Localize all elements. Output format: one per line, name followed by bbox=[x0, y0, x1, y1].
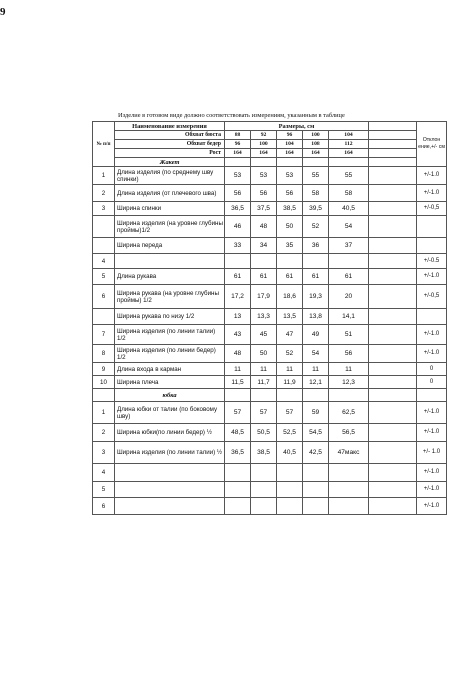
tolerance-value bbox=[417, 216, 447, 238]
measurement-value: 53 bbox=[277, 167, 303, 185]
blank-cell bbox=[369, 202, 417, 216]
measurement-value: 52,5 bbox=[277, 424, 303, 442]
size-measure-row bbox=[93, 131, 447, 140]
tolerance-value: +/-1.0 bbox=[417, 402, 447, 424]
size-value: 164 bbox=[329, 149, 369, 158]
tolerance-value: +/-1.0 bbox=[417, 482, 447, 498]
measurement-value: 13,5 bbox=[277, 309, 303, 325]
measurement-value bbox=[251, 482, 277, 498]
measurement-value bbox=[277, 464, 303, 482]
measurement-value bbox=[225, 498, 251, 515]
measurement-value: 11 bbox=[303, 363, 329, 376]
measurement-name: Длина изделия (от плечевого шва) bbox=[115, 185, 225, 202]
measurement-name: Ширина плеча bbox=[115, 376, 225, 389]
measurement-name: Длина рукава bbox=[115, 269, 225, 285]
measurement-value bbox=[251, 464, 277, 482]
measurement-name bbox=[115, 254, 225, 269]
measurement-value: 51 bbox=[329, 325, 369, 345]
measurements-table bbox=[92, 121, 447, 515]
measurement-value: 49 bbox=[303, 325, 329, 345]
blank-cell bbox=[369, 464, 417, 482]
blank-cell bbox=[369, 158, 417, 167]
measurement-value: 36,5 bbox=[225, 442, 251, 464]
blank-cell bbox=[329, 389, 369, 402]
table-row bbox=[93, 464, 447, 482]
blank-cell bbox=[369, 269, 417, 285]
blank-cell bbox=[251, 158, 277, 167]
measurement-value bbox=[303, 254, 329, 269]
tolerance-value: +/-1.0 bbox=[417, 498, 447, 515]
name-header: Наименование измерения bbox=[115, 122, 225, 131]
measurement-value: 34 bbox=[251, 238, 277, 254]
measurement-value: 54 bbox=[329, 216, 369, 238]
blank-cell bbox=[369, 185, 417, 202]
measurement-value bbox=[277, 482, 303, 498]
tolerance-value bbox=[417, 238, 447, 254]
table-row bbox=[93, 216, 447, 238]
measurement-name: Длина изделия (по среднему шву спинки) bbox=[115, 167, 225, 185]
tolerance-value: 0 bbox=[417, 363, 447, 376]
section-jacket-title: Жакет bbox=[115, 158, 225, 167]
size-value: 108 bbox=[303, 140, 329, 149]
measurement-value: 61 bbox=[303, 269, 329, 285]
row-number: 9 bbox=[93, 363, 115, 376]
measurement-value: 54 bbox=[303, 345, 329, 363]
tolerance-value: +/-1.0 bbox=[417, 424, 447, 442]
blank-cell bbox=[251, 389, 277, 402]
blank-cell bbox=[369, 325, 417, 345]
table-row bbox=[93, 269, 447, 285]
measurement-name bbox=[115, 464, 225, 482]
blank-cell bbox=[369, 216, 417, 238]
row-number: 1 bbox=[93, 402, 115, 424]
row-number: 3 bbox=[93, 202, 115, 216]
blank-cell bbox=[369, 402, 417, 424]
measurement-name: Ширина рукава по низу 1/2 bbox=[115, 309, 225, 325]
measurement-value: 54,5 bbox=[303, 424, 329, 442]
tolerance-value: +/-1.0 bbox=[417, 185, 447, 202]
table-row bbox=[93, 254, 447, 269]
row-number bbox=[93, 309, 115, 325]
header-row bbox=[93, 122, 447, 131]
size-value: 104 bbox=[329, 131, 369, 140]
measurement-value: 53 bbox=[251, 167, 277, 185]
measurement-value: 11 bbox=[329, 363, 369, 376]
measurement-value: 53 bbox=[225, 167, 251, 185]
measurement-value: 11 bbox=[225, 363, 251, 376]
table-row bbox=[93, 185, 447, 202]
measurement-value: 52 bbox=[303, 216, 329, 238]
row-number bbox=[93, 216, 115, 238]
measurement-value: 37,5 bbox=[251, 202, 277, 216]
measurement-value bbox=[329, 498, 369, 515]
tolerance-value: +/-1.0 bbox=[417, 167, 447, 185]
tolerance-value: +/- 1.0 bbox=[417, 442, 447, 464]
row-number: 6 bbox=[93, 498, 115, 515]
measurement-name: Ширина изделия (по линии бедер) 1/2 bbox=[115, 345, 225, 363]
measurement-value: 12,3 bbox=[329, 376, 369, 389]
blank-cell bbox=[303, 389, 329, 402]
row-number: 2 bbox=[93, 185, 115, 202]
size-value: 164 bbox=[251, 149, 277, 158]
table-caption: Изделие в готовом виде должно соответствовать измерениям, указанным в таблице bbox=[118, 112, 345, 119]
measurement-value: 39,5 bbox=[303, 202, 329, 216]
blank-cell bbox=[369, 238, 417, 254]
num-header: № п/п bbox=[93, 122, 115, 167]
size-measure-label: Обхват бюста bbox=[115, 131, 225, 140]
row-number: 10 bbox=[93, 376, 115, 389]
measurement-value: 11 bbox=[277, 363, 303, 376]
blank-cell bbox=[369, 442, 417, 464]
measurement-value: 62,5 bbox=[329, 402, 369, 424]
measurement-value: 50,5 bbox=[251, 424, 277, 442]
row-number: 4 bbox=[93, 254, 115, 269]
measurement-value: 58 bbox=[303, 185, 329, 202]
measurement-value bbox=[329, 254, 369, 269]
measurement-value: 50 bbox=[277, 216, 303, 238]
measurement-value: 40,5 bbox=[329, 202, 369, 216]
header-blank bbox=[369, 149, 417, 158]
measurement-value: 43 bbox=[225, 325, 251, 345]
measurement-value: 20 bbox=[329, 285, 369, 309]
size-value: 92 bbox=[251, 131, 277, 140]
measurement-name bbox=[115, 482, 225, 498]
size-measure-row bbox=[93, 149, 447, 158]
size-value: 100 bbox=[303, 131, 329, 140]
blank-cell bbox=[225, 389, 251, 402]
tolerance-value: +/-1.0 bbox=[417, 345, 447, 363]
measurement-name: Ширина переда bbox=[115, 238, 225, 254]
row-number: 5 bbox=[93, 269, 115, 285]
measurement-value: 56 bbox=[225, 185, 251, 202]
measurement-value bbox=[277, 498, 303, 515]
blank-cell bbox=[277, 389, 303, 402]
measurement-value: 55 bbox=[329, 167, 369, 185]
table-row bbox=[93, 442, 447, 464]
table-row bbox=[93, 309, 447, 325]
measurement-value: 48,5 bbox=[225, 424, 251, 442]
table-row bbox=[93, 345, 447, 363]
blank-cell bbox=[225, 158, 251, 167]
measurement-name bbox=[115, 498, 225, 515]
row-number: 7 bbox=[93, 325, 115, 345]
measurement-value: 56 bbox=[277, 185, 303, 202]
measurement-value bbox=[329, 482, 369, 498]
row-number: 6 bbox=[93, 285, 115, 309]
measurement-value: 17,9 bbox=[251, 285, 277, 309]
measurement-value: 56 bbox=[329, 345, 369, 363]
table-row bbox=[93, 325, 447, 345]
size-value: 164 bbox=[225, 149, 251, 158]
measurement-value: 14,1 bbox=[329, 309, 369, 325]
measurement-value bbox=[303, 482, 329, 498]
measurement-value: 57 bbox=[225, 402, 251, 424]
measurement-value bbox=[251, 498, 277, 515]
measurement-value: 19,3 bbox=[303, 285, 329, 309]
measurement-value: 17,2 bbox=[225, 285, 251, 309]
measurement-value bbox=[303, 498, 329, 515]
size-value: 100 bbox=[251, 140, 277, 149]
measurement-value: 55 bbox=[303, 167, 329, 185]
blank-cell bbox=[369, 482, 417, 498]
table-row bbox=[93, 238, 447, 254]
tolerance-value: +/-0,5 bbox=[417, 285, 447, 309]
tolerance-value: +/-0,5 bbox=[417, 202, 447, 216]
table-row bbox=[93, 424, 447, 442]
table-row bbox=[93, 482, 447, 498]
row-number: 5 bbox=[93, 482, 115, 498]
blank-cell bbox=[369, 363, 417, 376]
measurement-value: 48 bbox=[225, 345, 251, 363]
size-value: 164 bbox=[277, 149, 303, 158]
measurement-value: 33 bbox=[225, 238, 251, 254]
measurement-value bbox=[225, 254, 251, 269]
measurement-value: 35 bbox=[277, 238, 303, 254]
blank-cell bbox=[303, 158, 329, 167]
blank-cell bbox=[369, 498, 417, 515]
table-row bbox=[93, 363, 447, 376]
measurement-value: 61 bbox=[251, 269, 277, 285]
tolerance-value: +/-0.5 bbox=[417, 254, 447, 269]
size-value: 112 bbox=[329, 140, 369, 149]
page-number: 9 bbox=[0, 6, 6, 18]
table-row bbox=[93, 285, 447, 309]
row-number bbox=[93, 238, 115, 254]
row-number: 1 bbox=[93, 167, 115, 185]
measurement-value: 12,1 bbox=[303, 376, 329, 389]
measurement-value: 40,5 bbox=[277, 442, 303, 464]
measurement-value bbox=[303, 464, 329, 482]
measurement-value: 36 bbox=[303, 238, 329, 254]
measurement-value: 13,8 bbox=[303, 309, 329, 325]
measurement-value: 11,9 bbox=[277, 376, 303, 389]
blank-cell bbox=[369, 389, 417, 402]
table-row bbox=[93, 498, 447, 515]
measurement-value: 61 bbox=[329, 269, 369, 285]
measurement-value bbox=[225, 482, 251, 498]
measurement-value: 36,5 bbox=[225, 202, 251, 216]
measurement-value bbox=[251, 254, 277, 269]
blank-cell bbox=[369, 254, 417, 269]
size-value: 88 bbox=[225, 131, 251, 140]
row-number: 2 bbox=[93, 424, 115, 442]
measurement-value: 11,7 bbox=[251, 376, 277, 389]
measurement-value: 57 bbox=[277, 402, 303, 424]
row-number: 8 bbox=[93, 345, 115, 363]
measurement-name: Ширина рукава (на уровне глубины проймы) 1/2 bbox=[115, 285, 225, 309]
table-row bbox=[93, 376, 447, 389]
row-number: 4 bbox=[93, 464, 115, 482]
section-row bbox=[93, 158, 447, 167]
measurement-name: Длина входа в карман bbox=[115, 363, 225, 376]
measurement-value: 18,6 bbox=[277, 285, 303, 309]
tolerance-value: 0 bbox=[417, 376, 447, 389]
sizes-header: Размеры, см bbox=[225, 122, 369, 131]
measurement-value bbox=[225, 464, 251, 482]
tolerance-value: +/-1.0 bbox=[417, 464, 447, 482]
size-measure-row bbox=[93, 140, 447, 149]
section-row bbox=[93, 389, 447, 402]
table-row bbox=[93, 202, 447, 216]
measurement-value: 56 bbox=[251, 185, 277, 202]
measurement-value: 38,5 bbox=[277, 202, 303, 216]
measurement-value bbox=[329, 464, 369, 482]
measurement-value: 61 bbox=[225, 269, 251, 285]
size-value: 96 bbox=[277, 131, 303, 140]
blank-cell bbox=[277, 158, 303, 167]
measurement-value: 46 bbox=[225, 216, 251, 238]
measurement-value: 13,3 bbox=[251, 309, 277, 325]
measurement-name: Ширина изделия (по линии талии) 1/2 bbox=[115, 325, 225, 345]
tolerance-value bbox=[417, 309, 447, 325]
blank-cell bbox=[369, 285, 417, 309]
measurement-value: 48 bbox=[251, 216, 277, 238]
measurement-name: Ширина изделия (на уровне глубины проймы)1/2 bbox=[115, 216, 225, 238]
tolerance-value: +/-1.0 bbox=[417, 325, 447, 345]
blank-cell bbox=[417, 389, 447, 402]
measurement-name: Ширина юбки(по линии бедер) ½ bbox=[115, 424, 225, 442]
size-measure-label: Обхват бедер bbox=[115, 140, 225, 149]
measurement-value: 47 bbox=[277, 325, 303, 345]
measurement-value: 47макс bbox=[329, 442, 369, 464]
measurement-name: Ширина изделия (по линии талии) ½ bbox=[115, 442, 225, 464]
blank-cell bbox=[93, 389, 115, 402]
header-blank bbox=[369, 140, 417, 149]
measurement-value: 42,5 bbox=[303, 442, 329, 464]
measurement-name: Ширина спинки bbox=[115, 202, 225, 216]
measurement-value: 38,5 bbox=[251, 442, 277, 464]
table-row bbox=[93, 402, 447, 424]
blank-cell bbox=[329, 158, 369, 167]
blank-cell bbox=[369, 424, 417, 442]
measurement-value: 13 bbox=[225, 309, 251, 325]
measurement-value: 57 bbox=[251, 402, 277, 424]
measurements-table-wrapper bbox=[92, 121, 447, 515]
measurement-value: 61 bbox=[277, 269, 303, 285]
section-skirt-title: юбка bbox=[115, 389, 225, 402]
row-number: 3 bbox=[93, 442, 115, 464]
measurement-value: 45 bbox=[251, 325, 277, 345]
measurement-value: 37 bbox=[329, 238, 369, 254]
blank-cell bbox=[369, 167, 417, 185]
tolerance-header: Отклон ение,+/- см bbox=[417, 122, 447, 167]
measurement-value: 11,5 bbox=[225, 376, 251, 389]
blank-cell bbox=[369, 345, 417, 363]
measurement-name: Длина юбки от талии (по боковому шву) bbox=[115, 402, 225, 424]
size-value: 96 bbox=[225, 140, 251, 149]
tolerance-value: +/-1.0 bbox=[417, 269, 447, 285]
size-measure-label: Рост bbox=[115, 149, 225, 158]
measurement-value: 59 bbox=[303, 402, 329, 424]
table-row bbox=[93, 167, 447, 185]
blank-cell bbox=[369, 376, 417, 389]
header-blank bbox=[369, 131, 417, 140]
measurement-value: 52 bbox=[277, 345, 303, 363]
measurement-value: 58 bbox=[329, 185, 369, 202]
size-value: 164 bbox=[303, 149, 329, 158]
measurement-value: 11 bbox=[251, 363, 277, 376]
blank-cell bbox=[369, 309, 417, 325]
measurement-value: 50 bbox=[251, 345, 277, 363]
size-value: 104 bbox=[277, 140, 303, 149]
measurement-value bbox=[277, 254, 303, 269]
measurement-value: 56,5 bbox=[329, 424, 369, 442]
header-blank bbox=[369, 122, 417, 131]
